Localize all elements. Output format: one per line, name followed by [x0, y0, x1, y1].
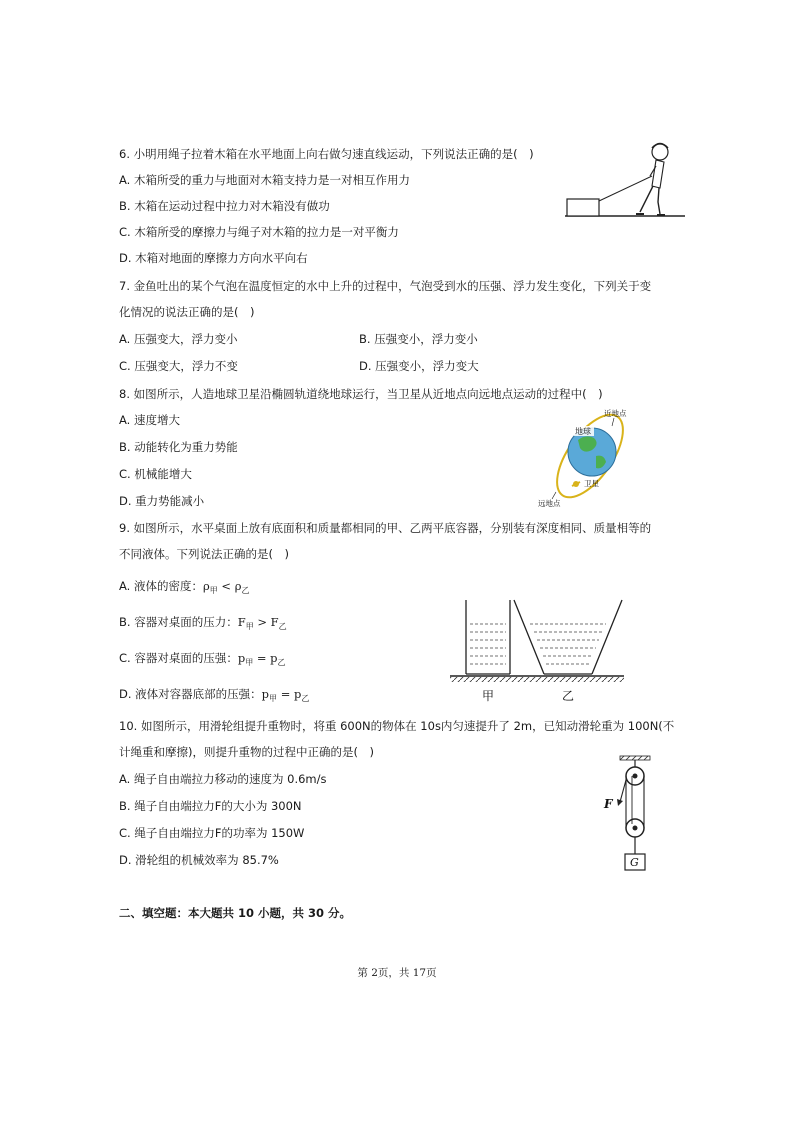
- q10-option-a: A. 绳子自由端拉力移动的速度为 0.6m/s: [119, 772, 327, 786]
- q7-stem-line2: 化情况的说法正确的是( ): [119, 305, 255, 319]
- q8-option-c: C. 机械能增大: [119, 467, 192, 481]
- q7-option-b: B. 压强变小，浮力变小: [359, 332, 478, 346]
- q8-option-b: B. 动能转化为重力势能: [119, 440, 238, 454]
- q7-option-d: D. 压强变小，浮力变大: [359, 359, 479, 373]
- page-number-footer: 第 2页，共 17页: [357, 967, 437, 979]
- q6-option-b: B. 木箱在运动过程中拉力对木箱没有做功: [119, 199, 330, 213]
- q9-stem-line1: 9. 如图所示，水平桌面上放有底面积和质量都相同的甲、乙两平底容器，分别装有深度相同、质量相等的: [119, 521, 652, 535]
- q10-option-d: D. 滑轮组的机械效率为 85.7%: [119, 853, 279, 867]
- q7-option-a: A. 压强变大，浮力变小: [119, 332, 238, 346]
- q6-option-a: A. 木箱所受的重力与地面对木箱支持力是一对相互作用力: [119, 173, 410, 187]
- perigee-label: 近地点: [604, 409, 627, 418]
- q10-stem-line2: 计绳重和摩擦)，则提升重物的过程中正确的是( ): [119, 745, 374, 759]
- q6-option-c: C. 木箱所受的摩擦力与绳子对木箱的拉力是一对平衡力: [119, 225, 399, 239]
- satellite-orbit-figure: [532, 404, 652, 510]
- container-jia-label: 甲: [482, 689, 495, 703]
- force-f-label: F: [604, 797, 613, 811]
- q9-option-b: B. 容器对桌面的压力：$F_甲 > F_乙$: [119, 615, 287, 631]
- q8-option-a: A. 速度增大: [119, 413, 180, 427]
- q9-option-c: C. 容器对桌面的压强：$p_甲 = p_乙$: [119, 651, 286, 667]
- section-2-heading: 二、填空题：本大题共 10 小题，共 30 分。: [119, 906, 352, 920]
- q6-option-d: D. 木箱对地面的摩擦力方向水平向右: [119, 251, 308, 265]
- q7-stem-line1: 7. 金鱼吐出的某个气泡在温度恒定的水中上升的过程中，气泡受到水的压强、浮力发生变化，下列关于变: [119, 279, 652, 293]
- two-containers-figure: [448, 596, 628, 706]
- q9-option-a: A. 液体的密度：$\rho_甲 < \rho_乙$: [119, 579, 250, 595]
- apogee-label: 远地点: [538, 499, 561, 508]
- q6-stem: 6. 小明用绳子拉着木箱在水平地面上向右做匀速直线运动，下列说法正确的是( ): [119, 147, 534, 161]
- q10-option-c: C. 绳子自由端拉力F的功率为 150W: [119, 826, 305, 840]
- earth-label: 地球: [575, 427, 591, 436]
- q9-stem-line2: 不同液体。下列说法正确的是( ): [119, 547, 289, 561]
- container-yi-label: 乙: [562, 689, 575, 703]
- q7-option-c: C. 压强变大，浮力不变: [119, 359, 238, 373]
- q10-option-b: B. 绳子自由端拉力F的大小为 300N: [119, 799, 302, 813]
- q8-option-d: D. 重力势能减小: [119, 494, 205, 508]
- q10-stem-line1: 10. 如图所示，用滑轮组提升重物时，将重 600N的物体在 10s内匀速提升了 2m，已知动滑轮重为 100N(不: [119, 719, 675, 733]
- pulley-system-figure: [596, 754, 666, 874]
- q9-option-d: D. 液体对容器底部的压强：$p_甲 = p_乙$: [119, 687, 310, 703]
- q8-stem: 8. 如图所示，人造地球卫星沿椭圆轨道绕地球运行，当卫星从近地点向远地点运动的过程中( ): [119, 387, 603, 401]
- load-g-label: G: [630, 856, 639, 869]
- boy-pulling-box-figure: [560, 138, 690, 223]
- satellite-label: 卫星: [584, 479, 599, 488]
